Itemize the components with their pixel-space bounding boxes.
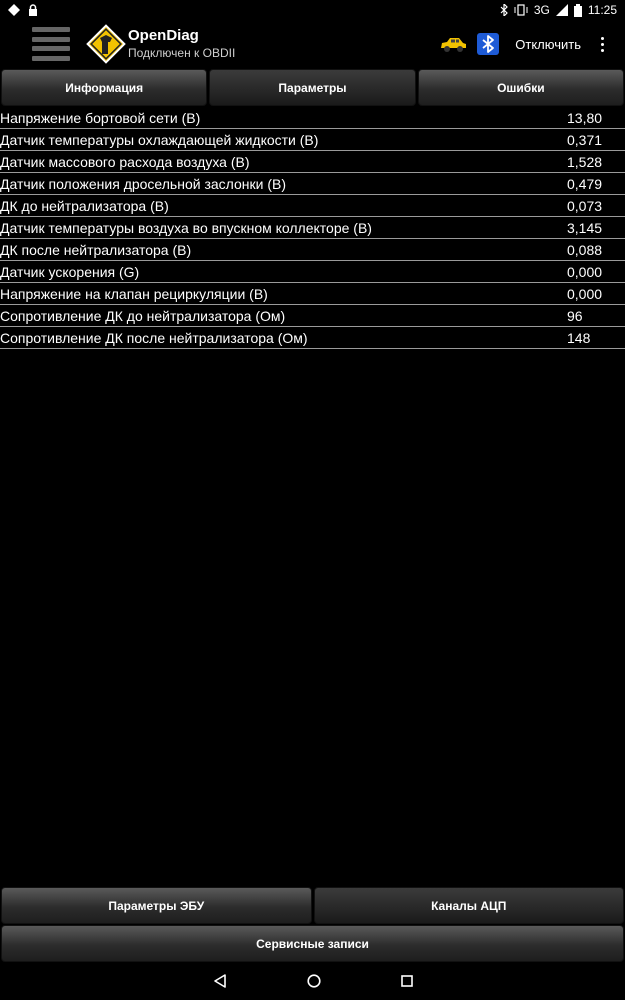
menu-line xyxy=(32,56,70,61)
param-name: Сопротивление ДК до нейтрализатора (Ом) xyxy=(0,307,286,324)
param-value: 0,088 xyxy=(567,241,603,258)
param-value: 0,371 xyxy=(567,131,603,148)
table-row[interactable] xyxy=(0,283,625,305)
navigation-bar xyxy=(0,962,625,1000)
menu-button[interactable] xyxy=(32,24,70,64)
table-row[interactable] xyxy=(0,195,625,217)
param-name: Датчик ускорения (G) xyxy=(0,263,140,280)
param-value: 13,80 xyxy=(567,109,603,126)
tab-ecu-parameters[interactable]: Параметры ЭБУ xyxy=(1,887,312,924)
connection-status: Подключен к OBDII xyxy=(128,46,236,60)
param-name: Датчик массового расхода воздуха (В) xyxy=(0,153,250,170)
parameters-table xyxy=(0,107,625,349)
tab-information[interactable]: Информация xyxy=(1,69,207,106)
param-name: Сопротивление ДК после нейтрализатора (Ом) xyxy=(0,329,308,346)
table-row[interactable] xyxy=(0,151,625,173)
app-logo-icon xyxy=(86,24,126,64)
tab-errors[interactable]: Ошибки xyxy=(418,69,624,106)
bluetooth-status-icon xyxy=(500,4,508,16)
bottom-tabs xyxy=(0,887,625,924)
table-row[interactable] xyxy=(0,261,625,283)
top-tabs xyxy=(0,69,625,106)
lock-icon xyxy=(28,4,38,16)
vibrate-icon xyxy=(514,4,528,16)
signal-icon xyxy=(556,4,568,16)
param-value: 0,000 xyxy=(567,285,603,302)
param-name: Датчик температуры воздуха во впускном коллекторе (В) xyxy=(0,219,372,236)
table-row[interactable] xyxy=(0,107,625,129)
param-name: ДК до нейтрализатора (В) xyxy=(0,197,169,214)
status-bar xyxy=(0,0,625,20)
param-name: Напряжение на клапан рециркуляции (В) xyxy=(0,285,268,302)
service-records-button[interactable]: Сервисные записи xyxy=(1,925,624,962)
param-value: 0,000 xyxy=(567,263,603,280)
param-name: Датчик положения дросельной заслонки (В) xyxy=(0,175,286,192)
param-value: 96 xyxy=(567,307,583,324)
param-value: 1,528 xyxy=(567,153,603,170)
car-icon[interactable] xyxy=(439,35,467,53)
app-bar xyxy=(0,20,625,68)
battery-icon xyxy=(574,4,582,17)
table-row[interactable] xyxy=(0,173,625,195)
param-value: 148 xyxy=(567,329,591,346)
diamond-icon xyxy=(8,4,20,16)
table-row[interactable] xyxy=(0,129,625,151)
app-title: OpenDiag xyxy=(128,27,199,44)
recents-icon[interactable] xyxy=(401,975,413,987)
network-type: 3G xyxy=(533,3,550,17)
clock: 11:25 xyxy=(587,3,617,17)
table-row[interactable] xyxy=(0,327,625,349)
bluetooth-icon[interactable] xyxy=(477,33,499,55)
param-name: Напряжение бортовой сети (В) xyxy=(0,109,201,126)
table-row[interactable] xyxy=(0,217,625,239)
table-row[interactable] xyxy=(0,305,625,327)
param-value: 0,073 xyxy=(567,197,603,214)
tab-adc-channels[interactable]: Каналы АЦП xyxy=(314,887,625,924)
param-name: ДК после нейтрализатора (В) xyxy=(0,241,192,258)
menu-line xyxy=(32,46,70,51)
disconnect-button[interactable]: Отключить xyxy=(515,36,581,52)
param-value: 3,145 xyxy=(567,219,603,236)
param-value: 0,479 xyxy=(567,175,603,192)
overflow-menu-icon[interactable] xyxy=(595,34,609,54)
tab-parameters[interactable]: Параметры xyxy=(209,69,415,106)
param-name: Датчик температуры охлаждающей жидкости (В) xyxy=(0,131,319,148)
home-icon[interactable] xyxy=(307,974,321,988)
table-row[interactable] xyxy=(0,239,625,261)
menu-line xyxy=(32,37,70,42)
back-icon[interactable] xyxy=(213,974,227,988)
menu-line xyxy=(32,27,70,32)
